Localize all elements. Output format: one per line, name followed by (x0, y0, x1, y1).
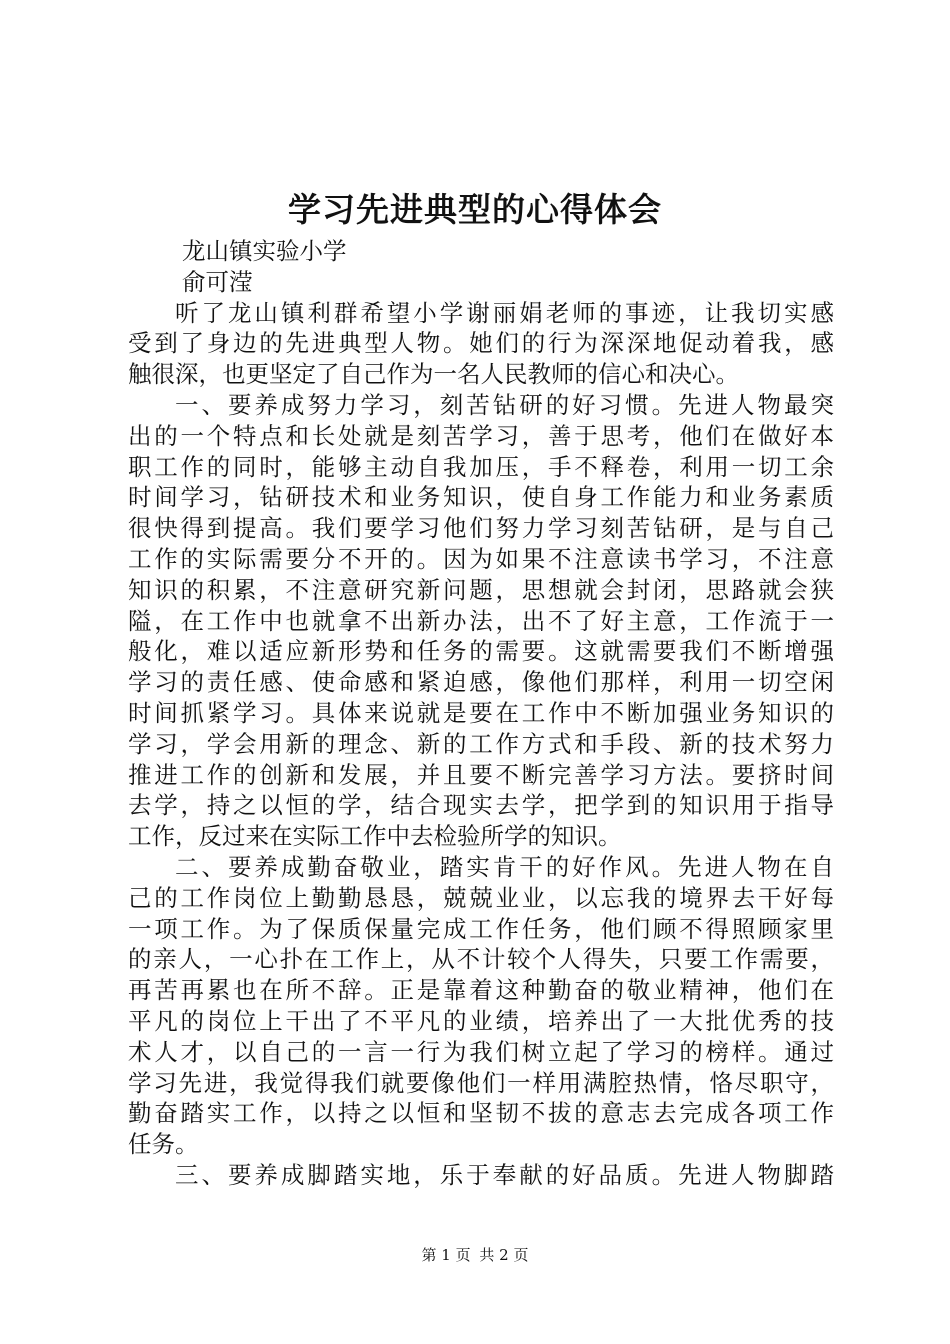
text-line: 一、要养成努力学习，刻苦钻研的好习惯。先进人物最突 (175, 390, 834, 419)
text-line: 术人才，以自己的一言一行为我们树立起了学习的榜样。通过 (128, 1037, 834, 1066)
text-line: 听了龙山镇利群希望小学谢丽娟老师的事迹，让我切实感 (175, 298, 834, 327)
school-name: 龙山镇实验小学 (182, 237, 347, 265)
text-line: 一项工作。为了保质保量完成工作任务，他们顾不得照顾家里 (128, 914, 834, 943)
document-body (128, 236, 834, 1191)
text-line: 时间抓紧学习。具体来说就是要在工作中不断加强业务知识的 (128, 698, 834, 727)
text-line: 学习，学会用新的理念、新的工作方式和手段、新的技术努力 (128, 729, 834, 758)
text-line: 工作的实际需要分不开的。因为如果不注意读书学习，不注意 (128, 544, 834, 573)
text-line: 去学，持之以恒的学，结合现实去学，把学到的知识用于指导 (128, 791, 834, 820)
text-line: 学习先进，我觉得我们就要像他们一样用满腔热情，恪尽职守， (128, 1068, 834, 1097)
text-line: 隘，在工作中也就拿不出新办法，出不了好主意，工作流于一 (128, 606, 834, 635)
text-line: 任务。 (128, 1130, 199, 1159)
text-line: 受到了身边的先进典型人物。她们的行为深深地促动着我，感 (128, 329, 834, 358)
text-line: 推进工作的创新和发展，并且要不断完善学习方法。要挤时间 (128, 760, 834, 789)
text-line: 职工作的同时，能够主动自我加压，手不释卷，利用一切工余 (128, 452, 834, 481)
text-line: 三、要养成脚踏实地，乐于奉献的好品质。先进人物脚踏 (175, 1160, 834, 1189)
text-line: 时间学习，钻研技术和业务知识，使自身工作能力和业务素质 (128, 483, 834, 512)
document-title: 学习先进典型的心得体会 (288, 190, 662, 229)
text-line: 工作，反过来在实际工作中去检验所学的知识。 (128, 822, 622, 851)
paragraph-lines (128, 298, 834, 1191)
text-line: 平凡的岗位上干出了不平凡的业绩，培养出了一大批优秀的技 (128, 1006, 834, 1035)
text-line: 学习的责任感、使命感和紧迫感，像他们那样，利用一切空闲 (128, 668, 834, 697)
page-total: 共 2 页 (479, 1246, 529, 1264)
author-name: 俞可滢 (182, 267, 253, 296)
text-line: 触很深，也更坚定了自己作为一名人民教师的信心和决心。 (128, 360, 739, 389)
text-line: 很快得到提高。我们要学习他们努力学习刻苦钻研，是与自己 (128, 514, 834, 543)
text-line: 二、要养成勤奋敬业，踏实肯干的好作风。先进人物在自 (175, 852, 834, 881)
text-line: 般化，难以适应新形势和任务的需要。这就需要我们不断增强 (128, 637, 834, 666)
text-line: 勤奋踏实工作，以持之以恒和坚韧不拔的意志去完成各项工作 (128, 1099, 834, 1128)
page-number: 第 1 页 (421, 1246, 471, 1264)
text-line: 再苦再累也在所不辞。正是靠着这种勤奋的敬业精神，他们在 (128, 976, 834, 1005)
text-line: 的亲人，一心扑在工作上，从不计较个人得失，只要工作需要， (128, 945, 834, 974)
text-line: 知识的积累，不注意研究新问题，思想就会封闭，思路就会狭 (128, 575, 834, 604)
text-line: 出的一个特点和长处就是刻苦学习，善于思考，他们在做好本 (128, 421, 834, 450)
text-line: 己的工作岗位上勤勤恳恳，兢兢业业，以忘我的境界去干好每 (128, 883, 834, 912)
page-footer (0, 1244, 950, 1266)
